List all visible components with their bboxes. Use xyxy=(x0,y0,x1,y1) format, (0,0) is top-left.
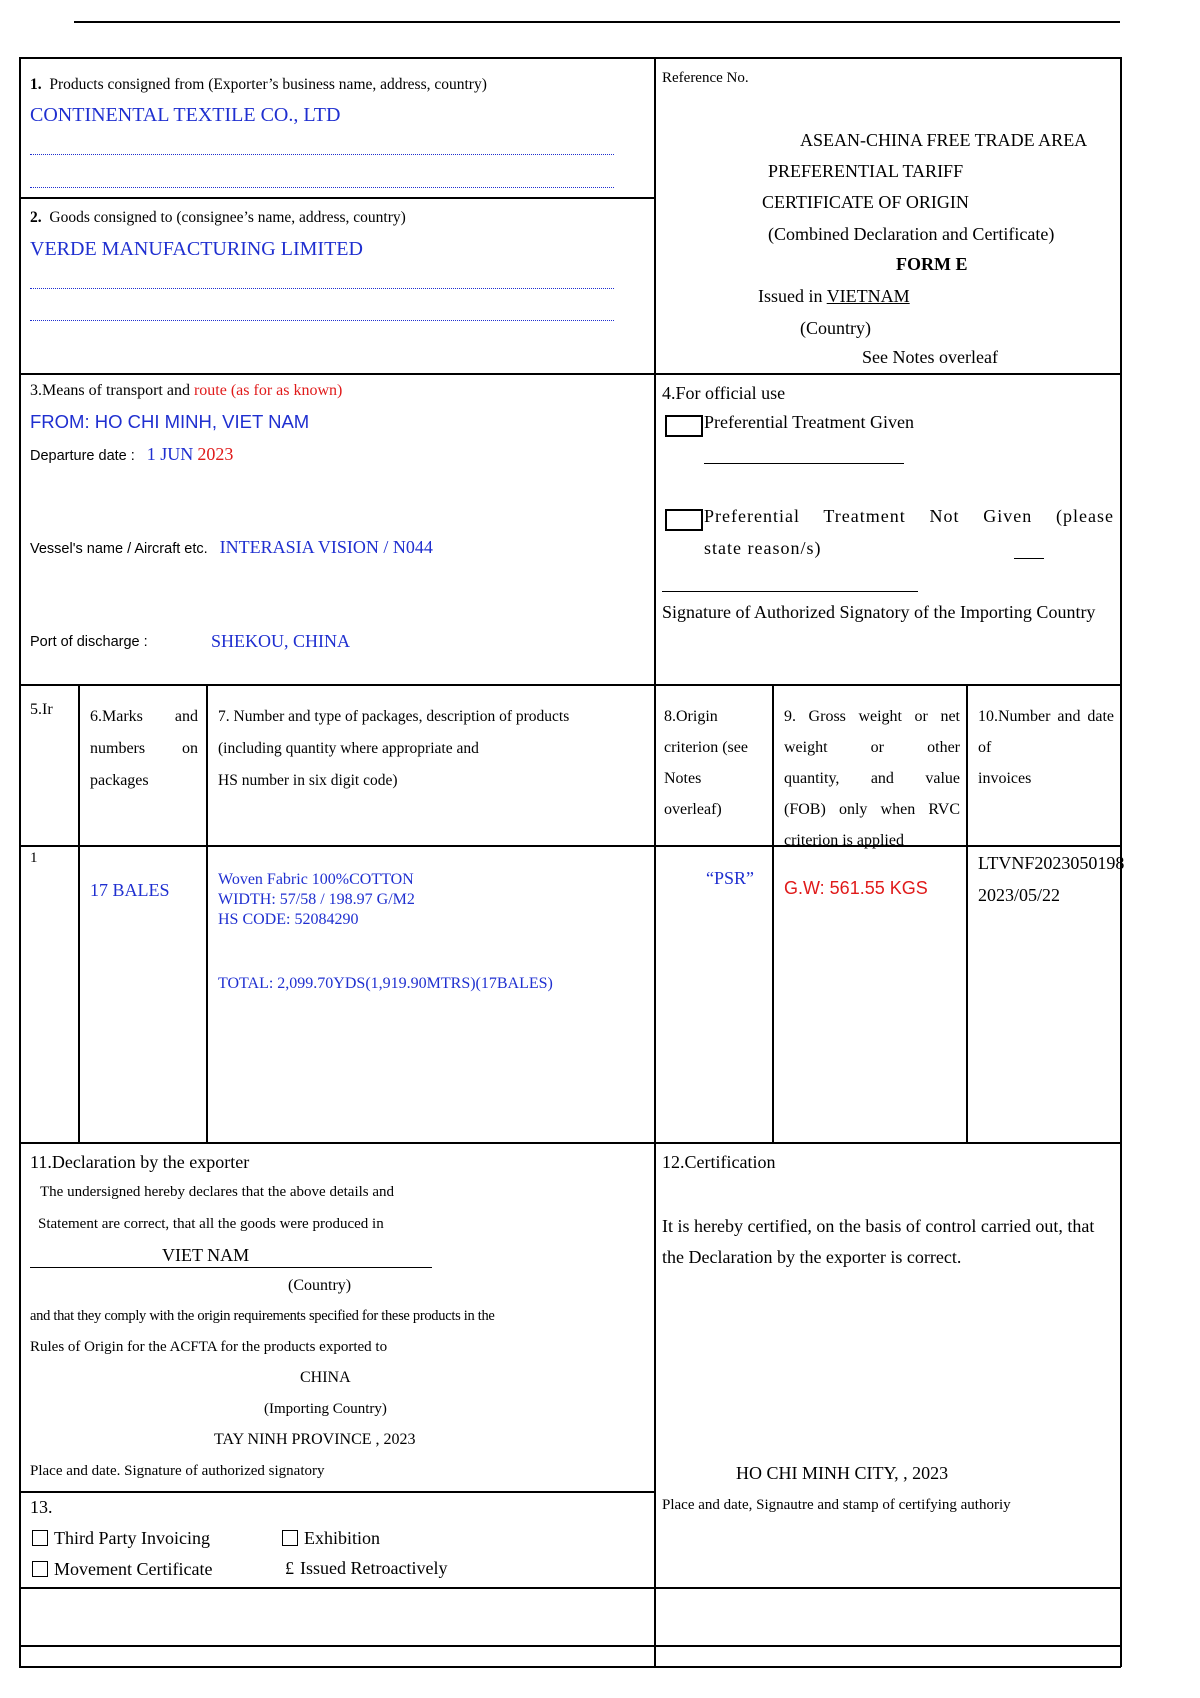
checkbox-icon[interactable] xyxy=(32,1530,48,1546)
production-country-caption: (Country) xyxy=(288,1277,352,1294)
frame-top xyxy=(19,57,1121,59)
item-total: TOTAL: 2,099.70YDS(1,919.90MTRS)(17BALES) xyxy=(218,975,553,992)
certification-line-1: It is hereby certified, on the basis of control carried out, that xyxy=(662,1216,1095,1236)
box3-label: 3.Means of transport and route (as for as known) xyxy=(30,382,343,399)
exporter-name: CONTINENTAL TEXTILE CO., LTD xyxy=(30,104,341,126)
importing-signature-label: Signature of Authorized Signatory of the Importing Country xyxy=(662,602,1096,622)
col9-header: 9. Gross weight or net weight or other quantity, and value (FOB) only when RVC criterion is applied xyxy=(784,708,960,849)
box13-label: 13. xyxy=(30,1497,53,1517)
title-line-1: ASEAN-CHINA FREE TRADE AREA xyxy=(800,130,1088,150)
departure-day: 1 JUN xyxy=(146,444,194,464)
see-notes: See Notes overleaf xyxy=(862,347,998,367)
authority-place-date: HO CHI MINH CITY, , 2023 xyxy=(736,1463,949,1483)
option-third-party[interactable]: Third Party Invoicing xyxy=(32,1528,210,1549)
reason-line xyxy=(1014,558,1044,559)
sep-box1-box2 xyxy=(19,197,655,199)
item-gross-weight: G.W: 561.55 KGS xyxy=(784,878,928,898)
pound-symbol-icon: £ xyxy=(285,1558,294,1578)
country-caption: (Country) xyxy=(800,318,871,338)
declaration-line-1: The undersigned hereby declares that the above details and xyxy=(40,1184,395,1200)
col-line-9-10 xyxy=(966,684,968,1143)
box1-label: 1. Products consigned from (Exporter’s business name, address, country) xyxy=(30,76,487,93)
production-country-line xyxy=(30,1267,432,1268)
declaration-line-3: and that they comply with the origin requirements specified for these products in the xyxy=(30,1308,495,1324)
pref-given-label: Preferential Treatment Given xyxy=(704,412,914,432)
port-value: SHEKOU, CHINA xyxy=(211,631,350,651)
col6-header: 6.Marks and numbers on packages xyxy=(90,708,198,789)
pref-not-given-line2: state reason/s) xyxy=(704,538,822,558)
item-description: Woven Fabric 100%COTTON WIDTH: 57/58 / 198.97 G/M2 HS CODE: 52084290 xyxy=(218,871,415,928)
col8-header: 8.Origin criterion (see Notes overleaf) xyxy=(664,708,748,818)
title-line-3: CERTIFICATE OF ORIGIN xyxy=(762,192,969,212)
pref-not-given-line1: Preferential Treatment Not Given (please xyxy=(704,506,1114,526)
importing-country: CHINA xyxy=(300,1369,351,1386)
option-movement-cert[interactable]: Movement Certificate xyxy=(32,1559,212,1580)
col-line-5-6 xyxy=(78,684,80,1143)
invoice-date: 2023/05/22 xyxy=(978,885,1061,905)
frame-left xyxy=(19,57,21,1667)
box2-label: 2. Goods consigned to (consignee’s name, address, country) xyxy=(30,209,406,226)
checkbox-pref-not-given[interactable] xyxy=(665,509,703,531)
departure-row: Departure date : 1 JUN 2023 xyxy=(30,444,234,464)
port-label: Port of discharge : xyxy=(30,634,148,650)
frame-center xyxy=(654,57,656,1667)
declaration-line-2: Statement are correct, that all the goods were produced in xyxy=(38,1216,384,1232)
sep-row4 xyxy=(19,1587,1121,1589)
item-origin-criterion: “PSR” xyxy=(706,868,755,888)
option-issued-retroactively[interactable]: £ Issued Retroactively xyxy=(285,1558,448,1578)
top-rule xyxy=(74,21,1120,23)
checkbox-icon[interactable] xyxy=(32,1561,48,1577)
checkbox-pref-given[interactable] xyxy=(665,415,703,437)
importing-signature-line xyxy=(662,591,918,592)
box11-label: 11.Declaration by the exporter xyxy=(30,1152,250,1172)
sep-row1 xyxy=(19,373,1121,375)
authority-sign-label: Place and date, Signautre and stamp of certifying authoriy xyxy=(662,1497,1011,1513)
col7-header: 7. Number and type of packages, description of products (including quantity where appropriate and HS number in six digit code) xyxy=(218,708,570,789)
pref-given-line xyxy=(704,463,904,464)
col10-header: 10.Number and date of invoices xyxy=(978,708,1114,787)
sep-row2 xyxy=(19,684,1121,686)
invoice-number: LTVNF2023050198 xyxy=(978,853,1125,873)
vessel-row: Vessel's name / Aircraft etc. INTERASIA VISION / N044 xyxy=(30,537,433,557)
transport-from: FROM: HO CHI MINH, VIET NAM xyxy=(30,411,310,432)
col5-header: 5.Ir xyxy=(30,701,53,718)
reference-label: Reference No. xyxy=(662,70,749,86)
title-line-2: PREFERENTIAL TARIFF xyxy=(768,161,964,181)
item-number: 1 xyxy=(30,850,38,866)
consignee-name: VERDE MANUFACTURING LIMITED xyxy=(30,238,363,260)
title-line-4: (Combined Declaration and Certificate) xyxy=(768,224,1055,244)
sep-row5 xyxy=(19,1645,1121,1647)
checkbox-icon[interactable] xyxy=(282,1530,298,1546)
exporter-dotline-1 xyxy=(30,154,614,155)
col-line-8-9 xyxy=(772,684,774,1143)
departure-year: 2023 xyxy=(197,444,234,464)
certification-line-2: the Declaration by the exporter is correct. xyxy=(662,1247,962,1267)
box4-label: 4.For official use xyxy=(662,383,786,403)
vessel-name: INTERASIA VISION / N044 xyxy=(219,537,433,557)
consignee-dotline-1 xyxy=(30,288,614,289)
frame-bottom xyxy=(19,1666,1121,1668)
declaration-line-4: Rules of Origin for the ACFTA for the products exported to xyxy=(30,1339,388,1355)
form-title: FORM E xyxy=(896,254,968,274)
exporter-dotline-2 xyxy=(30,187,614,188)
item-marks: 17 BALES xyxy=(90,880,170,900)
exporter-place-date: TAY NINH PROVINCE , 2023 xyxy=(214,1431,416,1448)
box12-label: 12.Certification xyxy=(662,1152,776,1172)
exporter-sign-label: Place and date. Signature of authorized signatory xyxy=(30,1463,325,1479)
production-country: VIET NAM xyxy=(162,1245,250,1265)
importing-country-caption: (Importing Country) xyxy=(264,1401,387,1417)
consignee-dotline-2 xyxy=(30,320,614,321)
sep-box11-box13 xyxy=(19,1491,655,1493)
issued-country: VIETNAM xyxy=(826,286,910,306)
issued-in: Issued in VIETNAM xyxy=(758,286,910,306)
col-line-6-7 xyxy=(206,684,208,1143)
sep-row3 xyxy=(19,1142,1121,1144)
option-exhibition[interactable]: Exhibition xyxy=(282,1528,380,1549)
